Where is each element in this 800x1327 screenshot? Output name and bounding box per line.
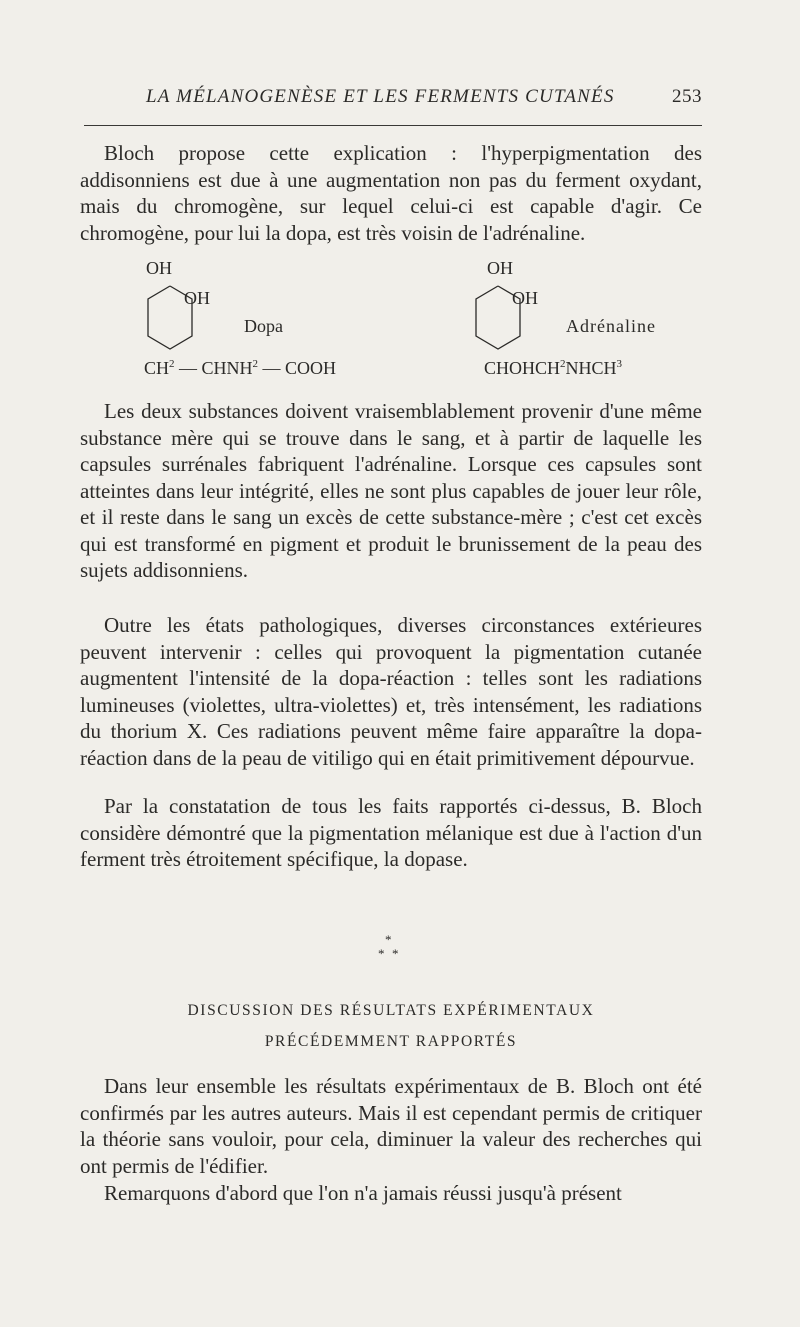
- star-icon: *: [392, 946, 399, 961]
- adrenaline-chain-sup: 2: [560, 358, 566, 370]
- star-icon: *: [378, 946, 385, 961]
- paragraph-text: Outre les états pathologiques, diverses circonstances extérieures peuvent intervenir : celles qui provoquent la pigmentation cutanée augmentent l'intensité de la dopa-réaction : telles sont les radiations lumineuses (violettes, ultra-violettes) et, très intensément, les radiations du thorium X. Ces radiations peuvent même faire apparaître la dopa-réaction dans de la peau de vitiligo qui en était primitivement dépourvue.: [80, 613, 702, 770]
- dopa-top-oh: OH: [146, 258, 172, 278]
- paragraph-discussion: [80, 1073, 702, 1179]
- paragraph-text: Les deux substances doivent vraisemblablement provenir d'une même substance mère qui se trouve dans le sang, et à partir de laquelle les capsules surrénales fabriquent l'adrénaline. Lorsque ces capsules sont atteintes dans leur intégrité, elles ne sont plus capables de jouer leur rôle, et il reste dans le sang un excès de cette substance-mère ; c'est cet excès qui est transformé en pigment et produit le brunissement de la peau des sujets addisonniens.: [80, 399, 702, 582]
- section-heading-line1: DISCUSSION DES RÉSULTATS EXPÉRIMENTAUX: [187, 1002, 595, 1019]
- adrenaline-side-chain: [484, 358, 622, 379]
- adrenaline-top-oh: OH: [487, 258, 513, 278]
- page-number: 253: [672, 86, 702, 107]
- chemical-formulas: [0, 258, 800, 388]
- dopa-label: Dopa: [244, 316, 283, 336]
- running-title: LA MÉLANOGENÈSE ET LES FERMENTS CUTANÉS: [146, 86, 615, 107]
- adrenaline-label: Adrénaline: [566, 316, 656, 336]
- dopa-chain-part: — CHNH: [174, 358, 253, 378]
- dopa-chain-sup: 2: [252, 358, 259, 370]
- section-heading-line2: PRÉCÉDEMMENT RAPPORTÉS: [264, 1033, 518, 1050]
- paragraph-text: Remarquons d'abord que l'on n'a jamais réussi jusqu'à présent: [104, 1181, 622, 1205]
- adrenaline-chain-sup: 3: [616, 358, 623, 370]
- dopa-chain-part: CH: [144, 358, 170, 378]
- paragraph-text: Dans leur ensemble les résultats expérimentaux de B. Bloch ont été confirmés par les autres auteurs. Mais il est cependant permis de critiquer la théorie sans vouloir, pour cela, diminuer la valeur des recherches qui ont permis de l'édifier.: [80, 1074, 702, 1178]
- star-icon: *: [385, 932, 392, 947]
- paragraph-text: Par la constatation de tous les faits rapportés ci-dessus, B. Bloch considère démontré que la pigmentation mélanique est due à l'action d'un ferment très étroitement spécifique, la dopase.: [80, 794, 702, 871]
- paragraph-text: Bloch propose cette explication : l'hyperpigmentation des addisonniens est due à une augmentation non pas du ferment oxydant, mais du chromogène, sur lequel celui-ci est capable d'agir. Ce chromogène, pour lui la dopa, est très voisin de l'adrénaline.: [80, 141, 702, 245]
- paragraph-dopase: [80, 793, 702, 873]
- paragraph-circonstances: [80, 612, 702, 771]
- header-rule: [84, 125, 702, 126]
- paragraph-remarquons: [80, 1180, 702, 1207]
- dopa-chain-sup: 2: [169, 358, 175, 370]
- dopa-chain-part: — COOH: [258, 358, 337, 378]
- adrenaline-chain-part: NHCH: [565, 358, 617, 378]
- paragraph-substance-mere: [80, 398, 702, 584]
- adrenaline-side-oh: OH: [512, 288, 538, 308]
- paragraph-bloch-explanation: [80, 140, 702, 246]
- dopa-side-chain: [144, 358, 336, 379]
- asterism-separator: [370, 932, 410, 964]
- running-header: [80, 86, 702, 116]
- dopa-side-oh: OH: [184, 288, 210, 308]
- adrenaline-chain-part: CHOHCH: [484, 358, 561, 378]
